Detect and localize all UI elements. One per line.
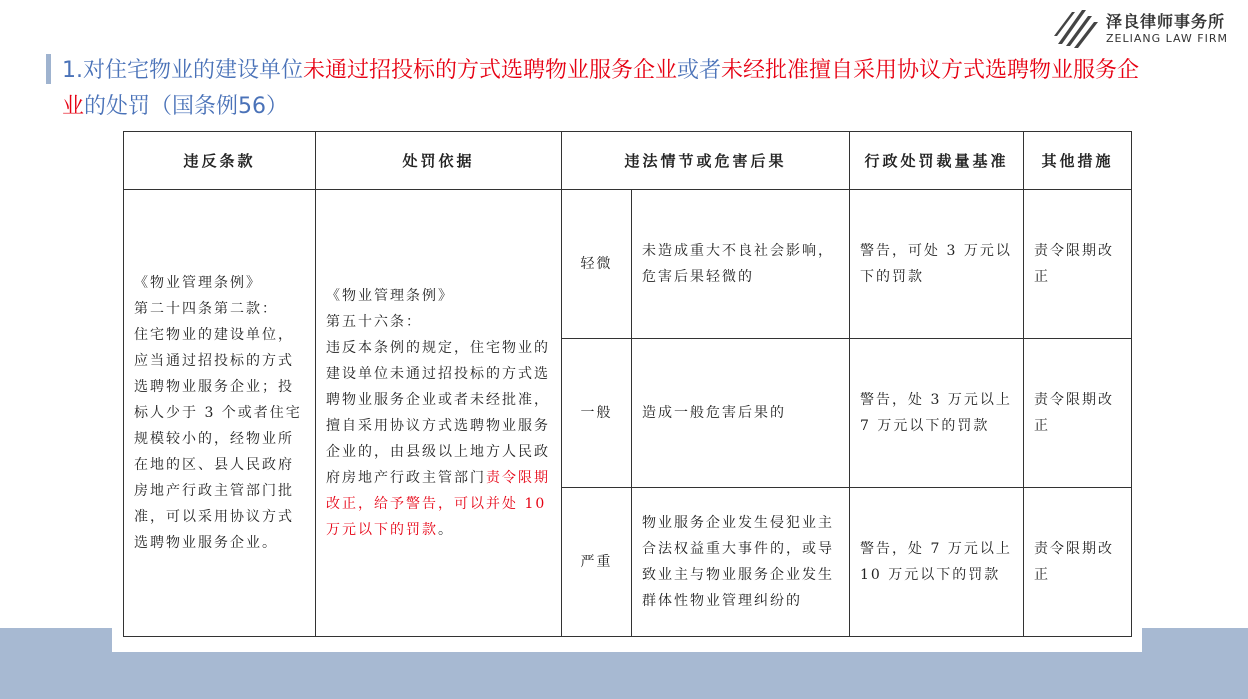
measure-minor: 责令限期改正 [1024, 190, 1132, 339]
circumstance-minor: 未造成重大不良社会影响，危害后果轻微的 [632, 190, 850, 339]
title-segment: 的处罚（国条例56） [84, 94, 289, 119]
penalty-basis-text: 《物业管理条例》 第五十六条： 违反本条例的规定，住宅物业的建设单位未通过招投标的方式选聘物业服务企业或者未经批准，擅自采用协议方式选聘物业服务企业的，由县级以上地方人民政府房地产行政主管部门 [326, 288, 550, 486]
standard-serious: 警告，处 7 万元以上 10 万元以下的罚款 [850, 488, 1024, 637]
standard-general: 警告，处 3 万元以上 7 万元以下的罚款 [850, 339, 1024, 488]
title-segment-highlight: 未通过招投标的方式选聘物业服务企业 [303, 58, 678, 83]
penalty-basis-cell [316, 190, 562, 637]
measure-general: 责令限期改正 [1024, 339, 1132, 488]
title-segment: 1.对住宅物业的建设单位 [62, 58, 303, 83]
penalty-table [123, 131, 1132, 637]
header-discretion-standard: 行政处罚裁量基准 [850, 132, 1024, 190]
violated-article-cell: 《物业管理条例》 第二十四条第二款： 住宅物业的建设单位，应当通过招投标的方式选聘物业服务企业；投标人少于 3 个或者住宅规模较小的，经物业所在地的区、县人民政府房地产行政主管部门批准，可以采用协议方式选聘物业服务企业。 [124, 190, 316, 637]
header-violated-article: 违反条款 [124, 132, 316, 190]
table-header-row [124, 132, 1132, 190]
header-penalty-basis: 处罚依据 [316, 132, 562, 190]
firm-name-cn: 泽良律师事务所 [1106, 12, 1226, 31]
severity-level-general: 一般 [562, 339, 632, 488]
firm-name-en: ZELIANG LAW FIRM [1106, 32, 1229, 45]
title-segment: 或者 [677, 58, 722, 83]
circumstance-serious: 物业服务企业发生侵犯业主合法权益重大事件的，或导致业主与物业服务企业发生群体性物业管理纠纷的 [632, 488, 850, 637]
standard-minor: 警告，可处 3 万元以下的罚款 [850, 190, 1024, 339]
header-circumstance: 违法情节或危害后果 [562, 132, 850, 190]
title-segment-highlight: 未经批准擅自采用协议方式选聘物业服务企业 [62, 58, 1140, 119]
header-other-measures: 其他措施 [1024, 132, 1132, 190]
circumstance-general: 造成一般危害后果的 [632, 339, 850, 488]
penalty-basis-highlight: 责令限期改正，给予警告，可以并处 10 万元以下的罚款 [326, 470, 550, 538]
firm-logo-icon [1052, 6, 1100, 50]
severity-level-serious: 严重 [562, 488, 632, 637]
table-row [124, 190, 1132, 339]
measure-serious: 责令限期改正 [1024, 488, 1132, 637]
severity-level-minor: 轻微 [562, 190, 632, 339]
page-title [62, 53, 1142, 125]
title-accent-bar [46, 54, 51, 84]
firm-logo [1052, 4, 1242, 50]
penalty-basis-end: 。 [438, 522, 454, 538]
